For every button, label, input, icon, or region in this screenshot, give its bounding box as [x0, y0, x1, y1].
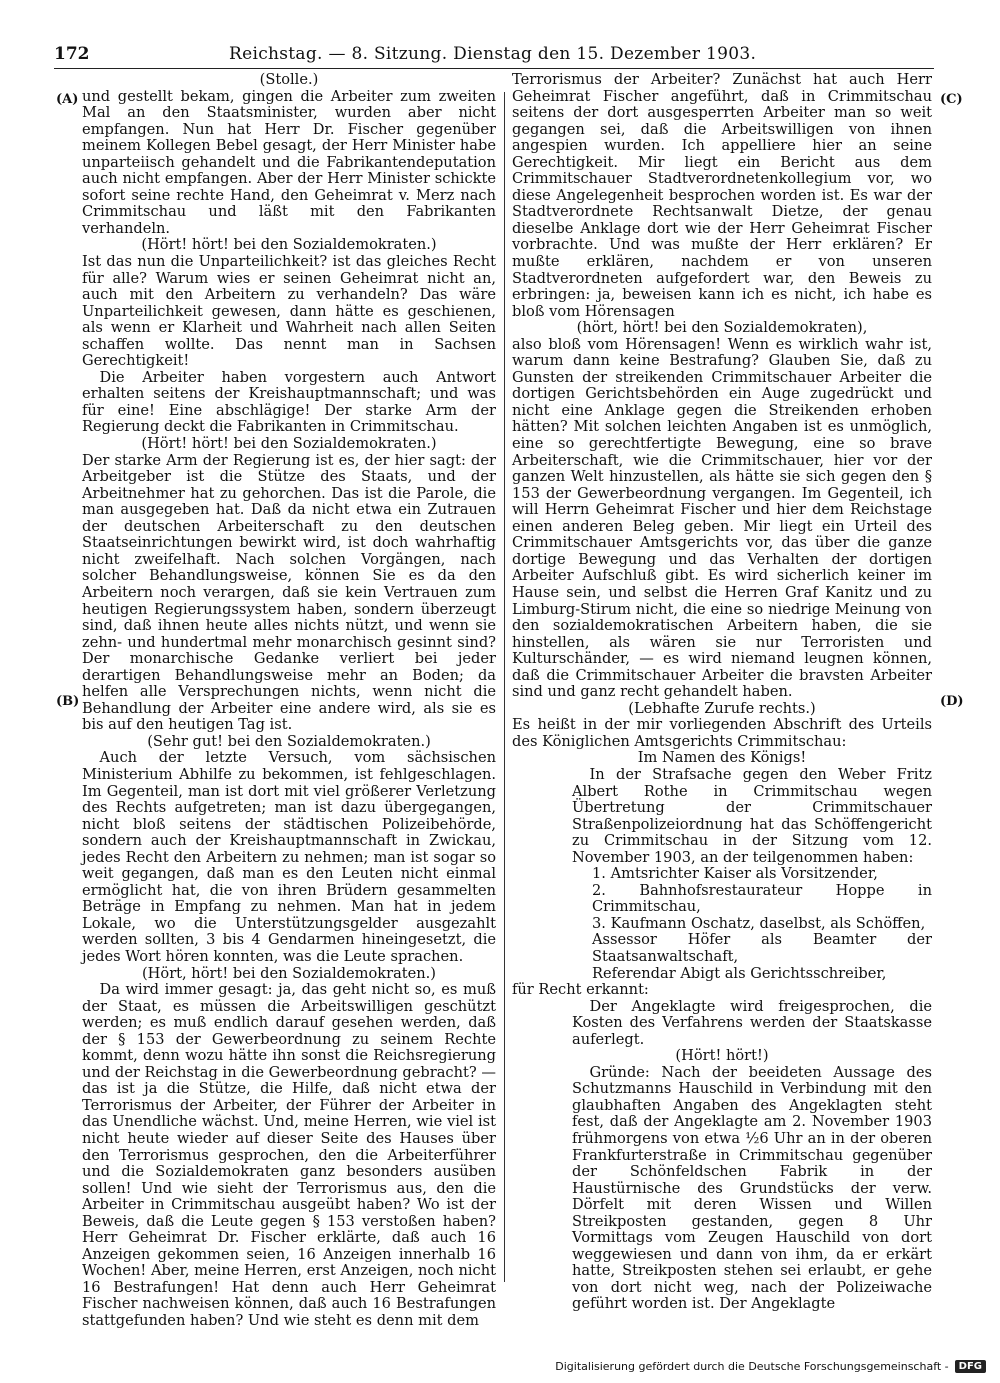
body-paragraph: Es heißt in der mir vorliegenden Abschrift des Urteils des Königlichen Amtsgerichts Crimmitschau: — [512, 716, 932, 750]
right-column — [512, 72, 932, 1313]
list-item: Assessor Höfer als Beamter der Staatsanwaltschaft, — [592, 931, 932, 965]
quoted-paragraph: Der Angeklagte wird freigesprochen, die Kosten des Verfahrens werden der Staatskasse auferlegt. — [572, 997, 932, 1048]
quoted-paragraph: In der Strafsache gegen den Weber Fritz Albert Rothe in Crimmitschau wegen Übertretung der Crimmitschauer Straßenpolizeiordnung hat das Schöffengericht zu Crimmitschau in der Sitzung vom 12. November 1903, an der teilgenommen haben: — [572, 765, 932, 866]
interjection: (Lebhafte Zurufe rechts.) — [628, 699, 816, 717]
body-paragraph: für Recht erkannt: — [512, 981, 649, 999]
interjection: (Hört! hört! bei den Sozialdemokraten.) — [141, 435, 437, 453]
header-rule — [54, 68, 934, 69]
quoted-paragraph: Gründe: Nach der beeideten Aussage des Schutzmanns Hauschild in Verbindung mit den glaubhaften Angaben des Angeklagten steht fest, daß der Angeklagte am 2. November 1903 frühmorgens von etwa ½6 Uhr an in der oberen Frankfurterstraße in Crimmitschau gegenüber der Schönfeldschen Fabrik in der Haustürnische des Grundstücks der verw. Dörfelt mit deren Wissen und Willen Streikposten gestanden, gegen 8 Uhr Vormittags vom Zeugen Hauschild von dort weggewiesen und dann von ihm, da er erkärt hatte, Streikposten stehen sei erlaubt, er gehe von dort nicht weg, nach der Polizeiwache geführt worden ist. Der Angeklagte — [572, 1063, 932, 1313]
list-item: 1. Amtsrichter Kaiser als Vorsitzender, — [592, 865, 878, 883]
interjection: (Sehr gut! bei den Sozialdemokraten.) — [147, 732, 431, 750]
body-paragraph: also bloß vom Hörensagen! Wenn es wirklich wahr ist, warum dann keine Bestrafung? Glauben Sie, daß zu Gunsten der streikenden Crimmitschauer Arbeiter die dortigen Gerichtsbehörden ein Auge zugedrückt und nicht eine Anklage gegen die Streikenden erhoben hätten? Mit solchen leichten Angaben ist es unmöglich, eine so gerechtfertigte Bewegung, eine so brave Arbeiterschaft, wie die Crimmitschauer, hier vor der ganzen Welt hinzustellen, als hätte sie sich gegen den § 153 der Gewerbeordnung vergangen. Im Gegenteil, ich will Herrn Geheimrat Fischer und hier dem Reichstage einen anderen Beleg geben. Mir liegt ein Urteil des Crimmitschauer Amtsgerichts vor, das über die ganze dortige Bewegung und das Verhalten der dortigen Arbeiter Aufschluß gibt. Es wird sicherlich keiner im Hause sein, und selbst die Herren Graf Kanitz und zu Limburg-Stirum nicht, die eine so niedrige Meinung von den sozialdemokratischen Arbeitern haben, die sie hinstellen, als wären sie nur Terroristen und Kulturschänder, — es wird niemand leugnen können, daß die Crimmitschauer Arbeiter die bravsten Arbeiter sind und ganz recht gehandelt haben. — [512, 335, 932, 701]
left-column — [82, 72, 496, 1330]
body-paragraph: Der starke Arm der Regierung ist es, der hier sagt: der Arbeitgeber ist die Stütze des Staats, und der Arbeitnehmer hat zu gehorchen. Das ist die Parole, die man ausgegeben hat. Daß da nicht etwa ein Zutrauen der deutschen Arbeiterschaft zu den deutschen Staatseinrichtungen bewirkt wird, ist doch wahrhaftig nicht zweifelhaft. Nach solchen Vorgängen, nach solcher Behandlungsweise, können Sie es da den Arbeitern noch verargen, daß sie kein Vertrauen zum heutigen Regierungssystem haben, sondern überzeugt sind, daß ihnen heute alles nichts nützt, und wenn sie zehn- und hundertmal mehr monarchisch gesinnt sind? Der monarchische Gedanke verliert bei jeder derartigen Behandlungsweise mehr an Boden; da helfen alle Versprechungen nichts, wenn nicht die Behandlung der Arbeiter eine andere wird, als sie es bis auf den heutigen Tag ist. — [82, 451, 496, 734]
interjection: (hört, hört! bei den Sozialdemokraten), — [576, 319, 868, 337]
running-title: Reichstag. — 8. Sitzung. Dienstag den 15. Dezember 1903. — [229, 44, 757, 64]
page-footer — [555, 1360, 986, 1373]
interjection: (Hört! hört!) — [675, 1047, 769, 1065]
body-paragraph: Die Arbeiter haben vorgestern auch Antwort erhalten seitens der Kreishauptmannschaft; und was für eine! Eine abschlägige! Der starke Arm der Regierung deckt die Fabrikanten in Crimmitschau. — [82, 368, 496, 436]
interjection: (Stolle.) — [259, 71, 319, 88]
list-item: 2. Bahnhofsrestaurateur Hoppe in Crimmitschau, — [592, 881, 932, 916]
margin-marker-b: (B) — [56, 694, 80, 709]
interjection: (Hört, hört! bei den Sozialdemokraten.) — [141, 964, 437, 982]
footer-text: Digitalisierung gefördert durch die Deutsche Forschungsgemeinschaft - — [555, 1360, 949, 1373]
body-paragraph: Terrorismus der Arbeiter? Zunächst hat auch Herr Geheimrat Fischer angeführt, daß in Crimmitschau seitens der dort ausgesperrten Arbeiter man so weit gegangen sei, daß die Arbeitswilligen von ihnen angespien wurden. Ich appelliere hier an seine Gerechtigkeit. Mir liegt ein Bericht aus dem Crimmitschauer Stadtverordnetenkollegium vor, wo diese Angelegenheit besprochen worden ist. Es war der Stadtverordnete Rechtsanwalt Dietze, der genau dieselbe Anklage dort wie der Herr Geheimrat Fischer vorbrachte. Und was mußte der Herr erklären? Er mußte erklären, nachdem er von unseren Stadtverordneten aufgefordert war, den Beweis zu erbringen: ja, beweisen kann ich es nicht, ich habe es bloß vom Hörensagen — [512, 71, 932, 320]
margin-marker-d: (D) — [940, 694, 964, 709]
list-item: Referendar Abigt als Gerichtsschreiber, — [592, 964, 887, 982]
body-paragraph: Auch der letzte Versuch, vom sächsischen Ministerium Abhilfe zu bekommen, ist fehlgeschlagen. Im Gegenteil, man ist dort mit viel größerer Verletzung des Rechts aufgetreten; man ist dazu übergegangen, nicht bloß seitens der städtischen Polizeibehörde, sondern auch der Kreishauptmannschaft in Zwickau, jedes Recht den Arbeitern zu nehmen; man ist sogar so weit gegangen, daß man es den Leuten nicht einmal ermöglicht hat, die von ihren Brüdern gesammelten Beträge in Empfang zu nehmen. Man hat in jedem Lokale, wo die Unterstützungsgelder ausgezahlt werden sollten, 3 bis 4 Gendarmen hineingesetzt, die jedes Wort hören konnten, was die Leute sprachen. — [82, 749, 496, 965]
margin-marker-a: (A) — [56, 92, 79, 107]
body-paragraph: Ist das nun die Unparteilichkeit? ist das gleiches Recht für alle? Warum wies er seinen Geheimrat nicht an, auch mit den Arbeitern zu verhandeln? Das wäre Unparteilichkeit gewesen, dann hätte es geschienen, als wenn er Klarheit und Wahrheit nach allen Seiten schaffen wollte. Das nennt man in Sachsen Gerechtigkeit! — [82, 253, 496, 370]
page-number: 172 — [54, 44, 90, 64]
interjection: Im Namen des Königs! — [637, 749, 807, 767]
body-paragraph: Da wird immer gesagt: ja, das geht nicht so, es muß der Staat, es müssen die Arbeitswilligen geschützt werden; es muß endlich darauf gesehen werden, daß der § 153 der Gewerbeordnung zu seinem Rechte kommt, denn wozu hätte ihn sonst die Reichsregierung und der Reichstag in die Gewerbeordnung gebracht? — das ist ja die Stütze, die Hilfe, daß nicht etwa der Terrorismus der Arbeiter, der Führer der Arbeiter in das Unendliche wächst. Und, meine Herren, wie viel ist nicht heute wieder auf dieser Seite des Hauses über den Terrorismus gesprochen, den die Arbeiterführer und die Sozialdemokraten ganz besonders ausüben sollen! Und wie sieht der Terrorismus aus, den die Arbeiter in Crimmitschau ausgeübt haben? Wo ist der Beweis, daß die Leute gegen § 153 verstoßen haben? Herr Geheimrat Dr. Fischer erklärte, daß auch 16 Anzeigen gekommen seien, 16 Anzeigen innerhalb 16 Wochen! Aber, meine Herren, erst Anzeigen, noch nicht 16 Bestrafungen! Hat denn auch Herr Geheimrat Fischer nachweisen können, daß auch 16 Bestrafungen stattgefunden haben? Und wie steht es denn mit dem — [82, 981, 496, 1330]
interjection: (Hört! hört! bei den Sozialdemokraten.) — [141, 236, 437, 254]
list-item: 3. Kaufmann Oschatz, daselbst, als Schöffen, — [592, 914, 926, 932]
body-paragraph: und gestellt bekam, gingen die Arbeiter zum zweiten Mal an den Staatsminister, wurden aber nicht empfangen. Nun hat Herr Dr. Fischer gegenüber meinem Kollegen Bebel gesagt, der Herr Minister habe unparteiisch gehandelt und die Fabrikantendeputation auch nicht empfangen. Aber der Herr Minister schickte sofort seine rechte Hand, den Geheimrat v. Merz nach Crimmitschau und läßt mit den Fabrikanten verhandeln. — [82, 87, 496, 237]
margin-marker-c: (C) — [940, 92, 963, 107]
column-divider — [504, 92, 505, 1282]
court-members-list — [592, 866, 932, 982]
dfg-logo: DFG — [955, 1360, 986, 1373]
page-header — [54, 40, 934, 68]
